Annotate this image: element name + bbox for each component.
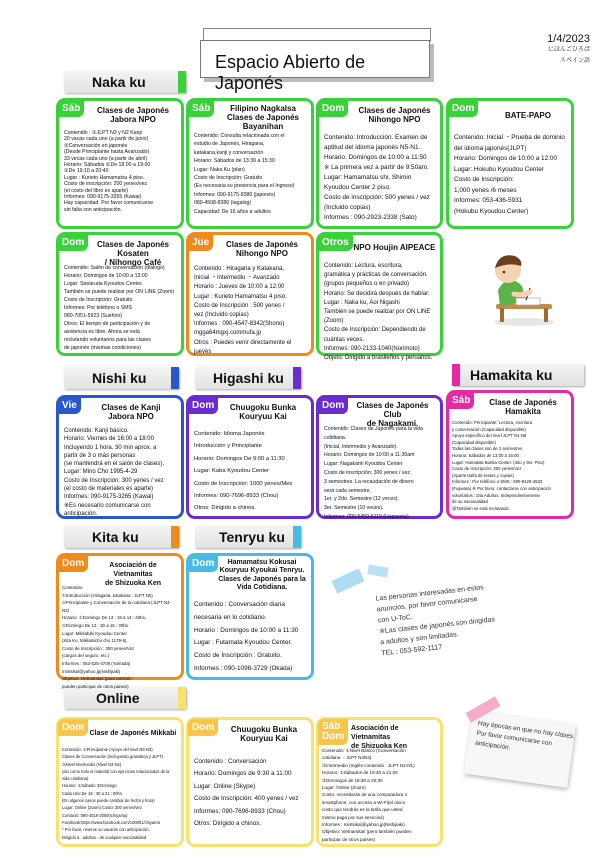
day-badge: Dom — [318, 100, 348, 117]
section-hamakita — [452, 364, 584, 386]
day-badge: Otros — [318, 234, 353, 251]
card-title: Chuugoku Bunka Kouryuu Kai — [230, 725, 298, 743]
card-body: Contenido: Principiante: Lectura, escritura y conversación (Capacidad disponible) Apoyo específico del nivel JLPT N1-N5 (Capacidad disponible) Todas las clases son de 2 semestres Horario: Sábados de 13:00 a 16:00 Lugar: Hamakita Bunka Center. (3do y 3er. Piso) Costo de Inscripción: 200 yenes/Vez (Aparte tarifa de textos y copias) Informes : Por teléfono o SMS : 090-8120-4533 (Fujiwara) ※ Por favor, contactarse con anticipación voluntarios : Día Adultos, Independientemente de su nacionalidad @También se está reclutando — [452, 420, 551, 511]
day-badge: Dom — [188, 555, 218, 572]
card-bayanihan — [186, 98, 314, 229]
day-badge: Dom — [58, 719, 88, 736]
card-hamakita — [446, 390, 574, 519]
title-box — [200, 40, 430, 93]
card-body: Contenido: Lectura, escritura, gramática y prácticas de conversación. (grupos pequeños o en privado) Horario: Se decidirá después de hablar. Lugar : Naka ku, Aoi Nigashi También se puede realizar por ON LINE (Zoom) Costo de Inscripción: Dependiendo de cuántas veces. Informes: 090-2133-1040(Norimoto) Objeto: Dirigido a brasileños y peruanos. — [324, 263, 433, 362]
section-hamakita-label: Hamakita ku — [470, 367, 553, 383]
day-badge: Dom — [188, 397, 218, 414]
section-tenryu-label: Tenryu ku — [219, 529, 285, 545]
card-nihongo-npo-jue — [186, 232, 314, 356]
card-nagakami — [316, 395, 443, 519]
card-body: Contenido : Conversación Horario: Domingos de 9:30 a 11:00 Lugar: Online (Skype) Costo de Inscripción: 400 yenes / vez Informes: 090-7696-8933 (Chou) Otros: Dirigido a chinos. — [194, 758, 299, 828]
card-title: Clases de Japonés Club de Nagakami. — [356, 401, 429, 428]
card-body: Contenido: ①Nivel Básico (Conversación cotidiana ・JLPT N4N3) ②Intermedio (Inglés contenido : JLPT N2-N1) Horario: ①Sábados de 19:30 a 21:00 ②Domingos de 18:30 a 20:30 Lugar: Online (Zoom) Costo: necesitarás de una computadora o smartphone, con acceso a Wi-Fi(el único costo que tendrás es la tarifa que usted mismo paga por sus servicios) Informes : mintsikal@yahoo.jp(Nishijiaki) Objetivo: Vietnamitas (pero también pueden participar de otros países) — [322, 748, 415, 842]
card-aipeace — [316, 232, 443, 362]
student-illustration — [486, 250, 558, 328]
section-nishi — [64, 367, 179, 389]
card-body: Contenido : Hiragana y Katakana, Inicial ・Intermedio ・Avanzado Horario : Jueves de 10:00 a 12:00 Lugar : Kurieto Hamamatsu 4 piso. Costo de Inscripción : 500 yenes / vez (Incluido copias) Informes : 090-4547-8342(Shono) mgga64mgxj.commufa.jp Otros : Puedes venir directamente el jueves — [194, 266, 292, 355]
card-kanji-jabora — [56, 395, 184, 519]
section-marker — [171, 526, 179, 548]
day-badge: Dom — [318, 397, 348, 414]
date: 1/4/2023 — [547, 33, 590, 45]
card-body: Contenido: Introducción. Examen de aptitud del idioma japonés N5-N1. Horario: Domingos de 10:00 a 11:50 ※ La primera vez a partir de 9:50am. Lugar: Hamamatsu shi, Shimin Kyoudou Center 2 piso. Costo de inscripción: 500 yenes / vez (Incluido copias) Informes : 090-2923-2338 (Sato) — [324, 134, 430, 221]
card-jabora-npo — [56, 98, 184, 229]
schedule-note: Hay épocas en que no hay clases. Por favor comunicarse con anticipación. — [474, 719, 576, 752]
page-title: Espacio Abierto de Japonés — [215, 52, 366, 93]
contact-note: Las personas interesadas en estos anuncios, por favor comunicarse con U-ToC. ※Las clases de japonés son dirigidas a adultos y son limitadas. TEL : 053-592-1117 — [375, 584, 496, 658]
card-nihongo-npo-dom — [316, 98, 443, 229]
card-vietnamitas-kita — [56, 553, 184, 689]
section-higashi — [195, 367, 301, 389]
section-kita — [64, 526, 179, 548]
day-badge: Vie — [58, 397, 81, 414]
card-title: Clase de Japonés Hamakita — [489, 398, 557, 416]
card-body: Contenido : Conversación diaria necesaria en lo cotidiano. Horario : Domingos de 10:00 a 11:30 Lugar : Futamata Kyoudou Center. Costo de Inscripción : Gratuito. Informes : 090-1098-3729 (Okada) — [194, 601, 299, 672]
card-body: Contenido : ①JLPT N3 y N2 Kanji 20 vacas cada uno (a partir de junio) ②Conversación en japonés (Desde Principiante hasta Avanzado) 33 vecas cada uno (a partir de abril) Horario: Sábados ①De 18:00 a 19:00 ②De 19:10 a 20:40 Lugar : Kurieto Hamamatsu 4 piso. Costo de inscripción: 200 yenes/vez (el costo del libro es aparte) Informes: 090-9175-3265 (Kawai) Hay capacidad. Por favor comunicarse sin falta con anticipación. — [64, 130, 154, 213]
day-badge: Jue — [188, 234, 213, 251]
card-title: Filipino Nagkalsa Clases de Japonés Bayanihan — [226, 104, 300, 131]
card-body: Contenido: Kanji básico. Horario: Viernes de 16:00 a 18:00 Incluyendo 1 hora. 30 min aprox. a partir de 3 o más personas (se mantendrá en el salón de clases). Lugar: Mino Cho 1995-4-29 Costo de Inscripción: 300 yenes / vez (el costo de materiales es aparte) Informes: 090-9175-3265 (Kawai) ※Es necesario comunicarse con anticipación. — [64, 428, 165, 517]
section-naka — [64, 71, 186, 93]
card-body: Contenido: Idioma Japonés Introducción y Principiante Horario: Domingos De 9:00 a 11:30 Lugar: Kaba Kyoudou Center Costo de Inscripción: 1000 yenes/Mes Informes: 090-7696-8933 (Chou) Otros: Dirigido a chinos. — [194, 431, 293, 512]
tape-decoration — [367, 564, 388, 577]
card-title: Hamamatsu Kokusai Kouryuu Kyoukai Tenryu. Clases de Japonés para la Vida Cotidiana. — [218, 559, 306, 592]
japanese-label: にほんごひろば — [547, 47, 590, 53]
card-mikkabi — [56, 717, 184, 847]
day-badge: Dom — [58, 555, 88, 572]
card-title: Asociación de Vietnamitas de Shizuoka Ken — [351, 725, 408, 750]
section-marker — [178, 687, 186, 709]
card-body: Contenido: Consulta relacionada con el estudio de Japonés, Hiragana, katakana,kanji y conversación Horario: Sábados de 13:30 a 15:30 Lugar: Naka Ku (plan) Costo de Inscripción: Gratuito (Es necesaria su presencia para el Ingreso) Informes: 090-9175-8380 (japonés) 080-4508-8380 (tagalog) Capacidad: De 16 años a adultos — [194, 133, 295, 215]
language-label: スペイン語 — [559, 58, 590, 64]
card-title: Clases de Japonés Nihongo NPO — [225, 240, 299, 258]
card-title: Chuugoku Bunka Kouryuu Kai — [229, 403, 297, 421]
card-chuugoku-higashi — [186, 395, 314, 519]
card-title: NPO Houjin AIPEACE — [353, 243, 436, 252]
section-marker — [171, 367, 179, 389]
day-badge: Dom — [188, 719, 218, 736]
section-online-label: Online — [96, 690, 140, 706]
card-title: Clases de Japonés Nihongo NPO — [358, 106, 431, 124]
section-marker — [293, 526, 301, 548]
date-block — [547, 34, 590, 67]
card-body: Contenido: Inicial ・Prueba de dominio del idioma japonés(JLPT) Horario: Domingos de 10:00 a 12:00 Lugar: Hokubu Kyoudou Center Costo de Inscripción: 1,000 yenes /6 meses Informes: 053-436-5931 (Hokubu Kyoudou Center) — [454, 134, 565, 215]
section-higashi-label: Higashi ku — [213, 370, 284, 386]
card-vietnamitas-online — [316, 717, 443, 847]
section-tenryu — [195, 526, 301, 548]
section-marker — [452, 364, 460, 386]
day-badge: Sáb — [188, 100, 214, 117]
card-title: Clases de Kanji Jabora NPO — [101, 403, 161, 421]
day-badge: Sáb — [58, 100, 84, 117]
card-body: Contenido: ①Principiante (Apoyo del nivel N5-N3) Clases de Conversación (Incluyendo gramática y JLPT) ③Nivel Intermedio (Nivel N3-N2) (así como todo el material con ejercicios relacionados de la vida cotidiana) Horario: ①Sábado ②Domingo Cada Uno:De 19 : 30 a 21 : 00hs. (En algunos casos puede cambiar de fecha y hora) Lugar: Online (Zoom) Costo: 300 yenes/Vez Contacto: 090-4018-2000(Ichiyama) Facebook:https://www.facebook.com/100001/chiyama * Por favor, reserve su vacante con anticipación. Dirigido a : adultos - de cualquier nacionalidad — [62, 747, 170, 840]
card-bate-papo — [446, 98, 574, 229]
day-badge: Sáb — [448, 392, 474, 409]
section-naka-label: Naka ku — [92, 74, 146, 90]
section-kita-label: Kita ku — [92, 529, 139, 545]
section-marker — [178, 71, 186, 93]
section-marker — [293, 367, 301, 389]
tape-decoration — [331, 568, 364, 593]
card-title: Clase de Japonés Mikkabi — [89, 730, 177, 737]
card-body: Contenido: ①Introducción (Hiragana, katakana : JLPT N5) ②Principiante y Conversación de la cotidiana (JLPT N4-N3) Horario: ①Domingo De 13 : 15 a 14 : 45hs. ②Domingo De 13 : 30 a 15 : 30hs. Lugar: Mikkabibi Kyoudou Center (Kita Ku, Mikkabicho cho 1179-5) Costo de Inscripción : 300 yenes/Vez (cargos del seguro, etc.) Informes : 053-525-4709 (Yamada) mintsikal@yahoo.jp(Nishijiaki) Objetivo: Vietnamitas (para también pueden participar de otros países) — [62, 585, 172, 689]
card-title: Clases de Japonés Kosaten / Nihongo Café — [96, 240, 170, 267]
day-badge: Dom — [448, 100, 478, 117]
card-title: Asociación de Vietnamitas de Shizuoka Ken — [104, 562, 161, 587]
card-title: BATE-PAPO — [505, 111, 551, 120]
card-body: Contenido: Salón de conversación (diálogo) Horario: Domingos de 10:00 a 13:00 Lugar: Sanaruda Kyoudou Center. También se puede realizar por ON LINE (Zoom) Costo de Inscripción: Gratuito. Informes: Por teléfono o SMS 080-7051-5923 (Suehiro) Otros: El tiempo de participación y de asistencia es libre. Ahora se está reclutando voluntarios para las clases de japonés (mismas condiciones) — [64, 265, 175, 351]
card-title: Clases de Japonés Jabora NPO — [96, 106, 170, 124]
card-chuugoku-online — [186, 717, 314, 847]
card-kosaten — [56, 232, 184, 356]
card-body: Contenido: Clases de Japonés para la vida cotidiana. (Inicial, Intermedio y Avanzado). Horario: Domingos de 10:00 a 11:30am Lugar: Nagakami Kyoudou Center Costo de inscripción: 300 yenes / vez. 3 semestres. La recaudación de dinero será cada semestre. 1er. y 2do. Semestre (12 veces). 3er. Semestre (10 veces). Informes: 090-5459-6119 (Hagiwara) — [324, 426, 423, 520]
section-nishi-label: Nishi ku — [92, 370, 147, 386]
day-badge: Sáb Dom — [318, 719, 348, 745]
day-badge: Dom — [58, 234, 88, 251]
card-tenryu — [186, 553, 314, 680]
